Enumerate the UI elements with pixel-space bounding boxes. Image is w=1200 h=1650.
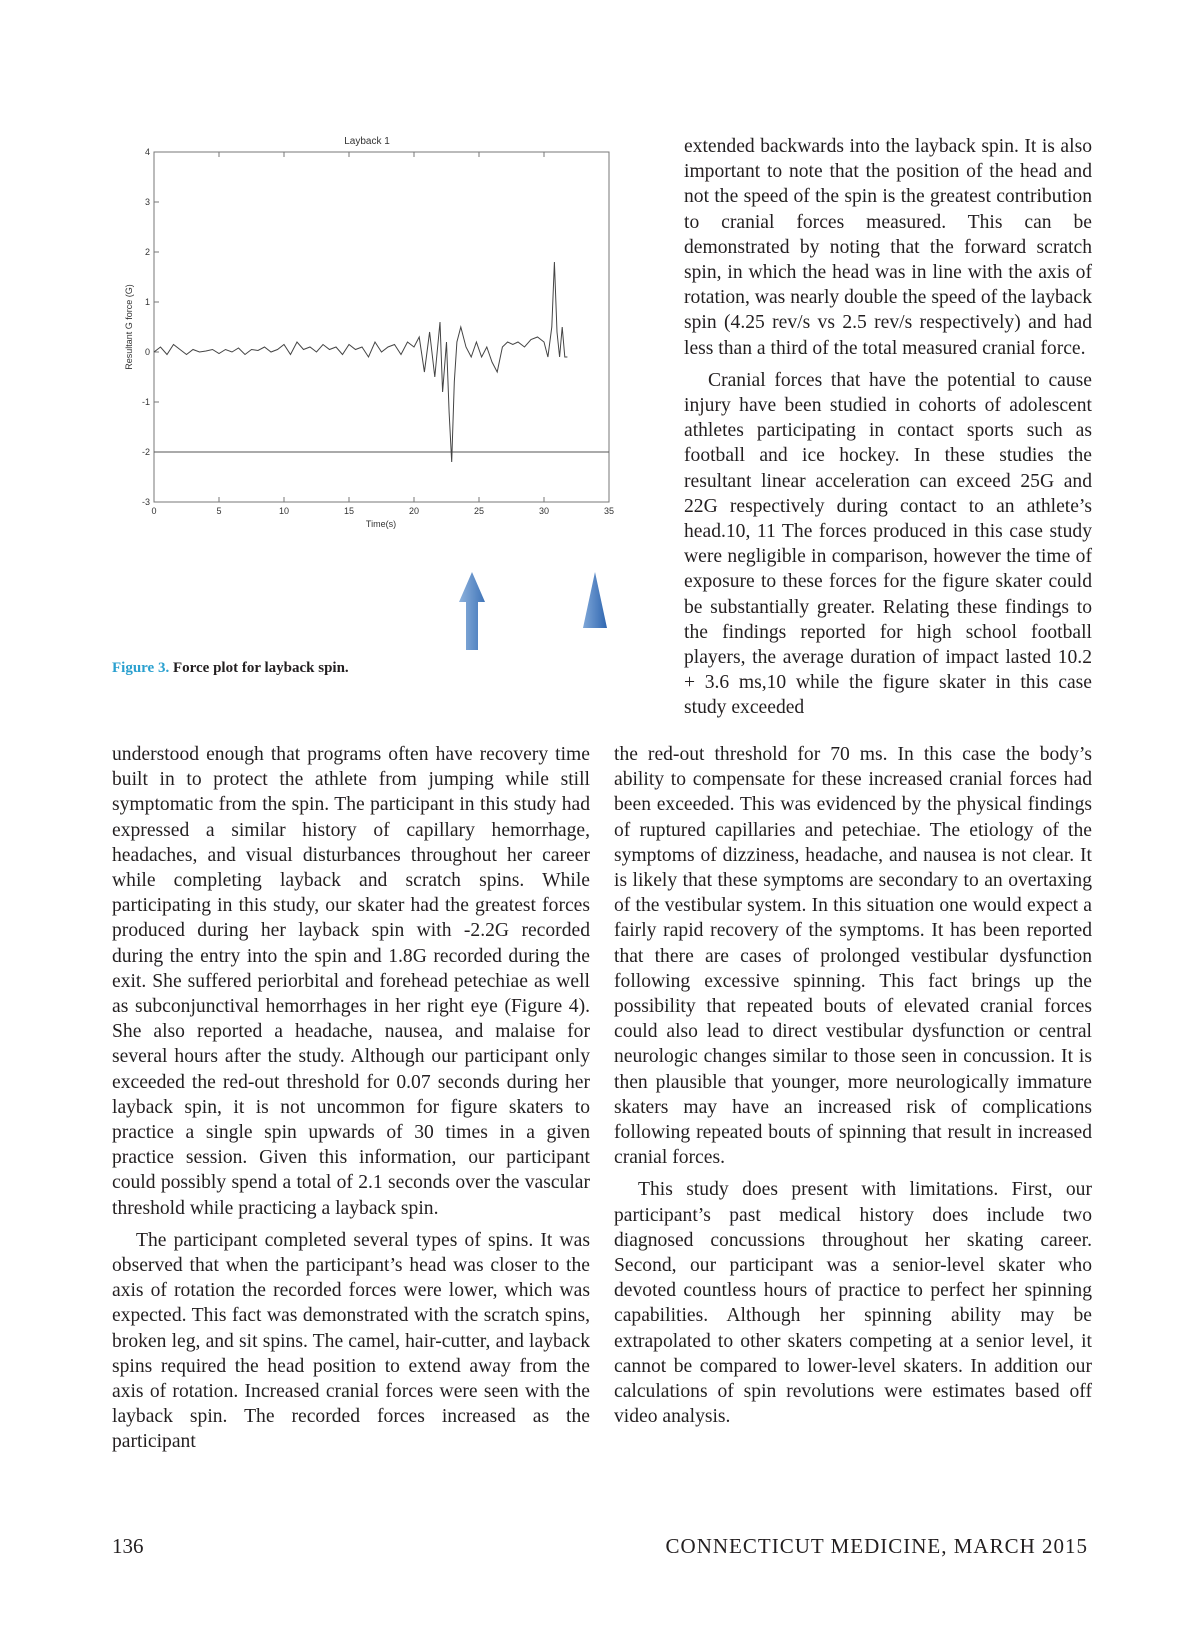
y-tick-label: 2 [144,247,150,257]
up-arrow-icon [458,572,486,652]
paragraph: understood enough that programs often have recovery time built in to protect the athlete from jumping while still symptomatic from the spin. The participant in this study had expressed a similar history of capillary hemorrhage, headaches, and visual disturbances throughout her career while completing layback and scratch spins. While participating in this study, our skater had the greatest forces produced during her layback spin with -2.2G recorded during the entry into the spin and 1.8G recorded during the exit. She suffered periorbital and forehead petechiae as well as subconjunctival hemorrhages in her right eye (Figure 4). She also reported a headache, nausea, and malaise for several hours after the study. Although our participant only exceeded the red-out threshold for 0.07 seconds during her layback spin, it is not uncommon for figure skaters to practice a single spin upwards of 30 times in a given practice session. Given this information, our participant could possibly spend a total of 2.1 seconds over the vascular threshold while practicing a layback spin. [112,744,590,1219]
paragraph: extended backwards into the layback spin. It is also important to note that the position of the head and not the speed of the spin is the greatest contribution to cranial forces measured. This can be demonstrated by noting that the forward scratch spin, in which the head was in line with the axis of rotation, was nearly double the speed of the layback spin (4.25 rev/s vs 2.5 rev/s respectively) and had less than a third of the total measured cranial force. [684,136,1092,359]
up-arrow-icon [582,572,608,630]
y-tick-label: -3 [141,497,150,507]
x-tick-label: 20 [408,506,420,516]
paragraph: Cranial forces that have the potential to cause injury have been studied in cohorts of adolescent athletes participating in contact sports such as football and ice hockey. In these studies the resultant linear acceleration can exceed 25G and 22G respectively during contact to an athlete’s head.10, 11 The forces produced in this case study were negligible in comparison, however the time of exposure to these forces for the figure skater could be substantially greater. Relating these findings to the findings reported for high school football players, the average duration of impact lasted 10.2 + 3.6 ms,10 while the figure skater in this case study exceeded [684,369,1092,719]
y-tick-label: -1 [141,397,150,407]
chart-title: Layback 1 [344,136,390,147]
x-tick-label: 10 [278,506,290,516]
y-tick-label: 4 [144,147,150,157]
x-tick-label: 25 [473,506,485,516]
y-axis-label: Resultant G force (G) [124,284,134,370]
y-tick-label: 3 [144,197,150,207]
x-tick-label: 35 [603,506,615,516]
y-tick-label: -2 [141,447,150,457]
x-tick-label: 5 [216,506,222,516]
journal-footer: CONNECTICUT MEDICINE, MARCH 2015 [665,1534,1088,1558]
x-tick-label: 30 [538,506,550,516]
x-tick-label: 0 [151,506,157,516]
paragraph: The participant completed several types of spins. It was observed that when the participant’s head was closer to the axis of rotation the recorded forces were lower, which was expected. This fact was demonstrated with the scratch spins, broken leg, and sit spins. The camel, hair-cutter, and layback spins required the head position to extend away from the axis of rotation. Increased cranial forces were seen with the layback spin. The recorded forces increased as the participant [112,1229,590,1453]
force-plot-figure [112,132,652,572]
force-plot-chart [112,132,652,572]
y-tick-label: 0 [144,347,150,357]
caption-number: Figure 3. [112,660,170,676]
paragraph: This study does present with limitations. First, our participant’s past medical history does include two diagnosed concussions throughout her skating career. Second, our participant was a senior-level skater who devoted countless hours of practice to perfect her spinning capabilities. Although her spinning ability may be extrapolated to other skaters competing at a senior level, it cannot be compared to lower-level skaters. In addition our calculations of spin revolutions were estimates based off video analysis. [614,1179,1092,1428]
paragraph: the red-out threshold for 70 ms. In this case the body’s ability to compensate for these increased cranial forces had been exceeded. This was evidenced by the physical findings of ruptured capillaries and petechiae. The etiology of the symptoms of dizziness, headache, and nausea is not clear. It is likely that these symptoms are secondary to an overtaxing of the vestibular system. In this situation one would expect a fairly rapid recovery of the symptoms. It has been reported that there are cases of prolonged vestibular dysfunction following excessive spinning. This fact brings up the possibility that repeated bouts of elevated cranial forces could also lead to direct vestibular dysfunction or central neurologic changes similar to those seen in concussion. It is then plausible that younger, more neurologically immature skaters may have an increased risk of complications following repeated bouts of spinning that result in increased cranial forces. [614,744,1092,1169]
page-number: 136 [112,1534,144,1558]
caption-text: Force plot for layback spin. [172,660,349,676]
x-tick-label: 15 [343,506,355,516]
plot-area [154,152,609,502]
y-tick-label: 1 [144,297,150,307]
left-column [112,742,590,1455]
right-column-bottom [614,742,1092,1429]
figure-caption [112,660,349,677]
right-column-top [684,134,1092,721]
x-axis-label: Time(s) [365,519,397,529]
